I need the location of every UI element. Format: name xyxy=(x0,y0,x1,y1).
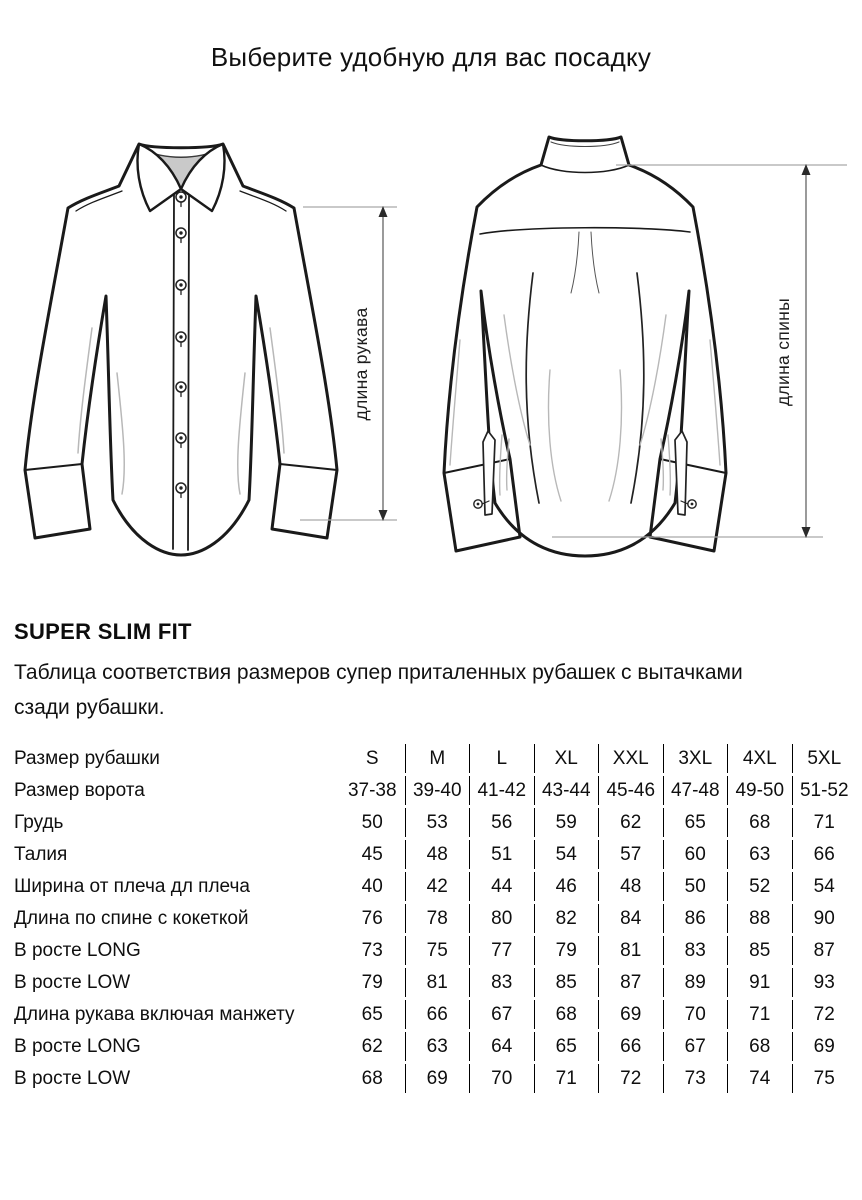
table-cell: 83 xyxy=(469,968,534,997)
arrow-down-icon xyxy=(802,527,811,538)
table-cell: 71 xyxy=(792,808,857,837)
table-row xyxy=(14,872,856,901)
table-cell: 52 xyxy=(727,872,792,901)
table-cell: 41-42 xyxy=(469,776,534,805)
table-cell: 87 xyxy=(598,968,663,997)
row-label: Талия xyxy=(14,843,68,865)
table-cell: 42 xyxy=(405,872,470,901)
table-cell: 63 xyxy=(727,840,792,869)
row-label: Длина рукава включая манжету xyxy=(14,1003,295,1025)
table-row xyxy=(14,1000,856,1029)
table-cell: 65 xyxy=(663,808,728,837)
table-cell: 54 xyxy=(792,872,857,901)
table-row xyxy=(14,968,856,997)
table-cell: 71 xyxy=(727,1000,792,1029)
table-cell: 46 xyxy=(534,872,599,901)
table-cell: 45 xyxy=(361,843,383,865)
fit-heading: SUPER SLIM FIT xyxy=(14,619,192,644)
table-cell: 62 xyxy=(598,808,663,837)
table-cell: 66 xyxy=(598,1032,663,1061)
table-cell: L xyxy=(469,744,534,773)
table-cell: 67 xyxy=(469,1000,534,1029)
table-cell: 70 xyxy=(663,1000,728,1029)
row-label: Размер ворота xyxy=(14,779,145,801)
table-cell: 56 xyxy=(469,808,534,837)
table-cell: 82 xyxy=(534,904,599,933)
arrow-down-icon xyxy=(379,510,388,521)
table-cell: 93 xyxy=(792,968,857,997)
table-cell: 90 xyxy=(792,904,857,933)
table-cell: 74 xyxy=(727,1064,792,1093)
back-length-label: длина спины xyxy=(773,297,793,407)
table-cell: 62 xyxy=(361,1035,383,1057)
row-label: Грудь xyxy=(14,811,64,833)
table-cell: 73 xyxy=(663,1064,728,1093)
table-cell: 68 xyxy=(727,1032,792,1061)
table-cell: 77 xyxy=(469,936,534,965)
table-row xyxy=(14,744,856,773)
page-title: Выберите удобную для вас посадку xyxy=(210,42,652,72)
table-cell: 63 xyxy=(405,1032,470,1061)
table-cell: S xyxy=(365,747,379,769)
table-cell: 89 xyxy=(663,968,728,997)
row-label: В росте LONG xyxy=(14,1035,141,1057)
table-cell: 44 xyxy=(469,872,534,901)
table-cell: 54 xyxy=(534,840,599,869)
table-cell: XL xyxy=(534,744,599,773)
size-table xyxy=(14,741,856,1096)
table-cell: 72 xyxy=(598,1064,663,1093)
table-cell: 59 xyxy=(534,808,599,837)
arrow-up-icon xyxy=(379,206,388,217)
table-cell: 3XL xyxy=(663,744,728,773)
table-row xyxy=(14,936,856,965)
table-cell: 84 xyxy=(598,904,663,933)
row-label: В росте LONG xyxy=(14,939,141,961)
table-cell: 76 xyxy=(361,907,383,929)
table-cell: 85 xyxy=(534,968,599,997)
table-cell: 64 xyxy=(469,1032,534,1061)
table-cell: 81 xyxy=(405,968,470,997)
table-cell: 40 xyxy=(361,875,383,897)
table-cell: 72 xyxy=(792,1000,857,1029)
table-cell: 69 xyxy=(405,1064,470,1093)
table-cell: 75 xyxy=(792,1064,857,1093)
row-label: Длина по спине с кокеткой xyxy=(14,907,249,929)
table-cell: 65 xyxy=(361,1003,383,1025)
table-cell: 47-48 xyxy=(663,776,728,805)
fit-description-line2: сзади рубашки. xyxy=(14,696,165,719)
table-cell: 66 xyxy=(405,1000,470,1029)
table-cell: 69 xyxy=(792,1032,857,1061)
table-cell: 69 xyxy=(598,1000,663,1029)
table-cell: 80 xyxy=(469,904,534,933)
table-cell: 86 xyxy=(663,904,728,933)
table-cell: 83 xyxy=(663,936,728,965)
arrow-up-icon xyxy=(802,164,811,175)
size-table-body xyxy=(14,744,856,1093)
table-cell: 57 xyxy=(598,840,663,869)
table-cell: 50 xyxy=(361,811,383,833)
table-cell: 51-52 xyxy=(792,776,857,805)
table-cell: 43-44 xyxy=(534,776,599,805)
table-cell: 60 xyxy=(663,840,728,869)
table-row xyxy=(14,904,856,933)
fit-description-line1: Таблица соответствия размеров супер приталенных рубашек с вытачками xyxy=(14,661,743,684)
table-cell: 68 xyxy=(727,808,792,837)
table-cell: 70 xyxy=(469,1064,534,1093)
fit-description xyxy=(14,655,834,725)
row-label: В росте LOW xyxy=(14,971,131,993)
table-row xyxy=(14,1064,856,1093)
table-cell: 53 xyxy=(405,808,470,837)
sleeve-length-label: длина рукава xyxy=(351,307,371,421)
table-cell: 49-50 xyxy=(727,776,792,805)
table-cell: 48 xyxy=(598,872,663,901)
table-cell: 4XL xyxy=(727,744,792,773)
table-cell: 39-40 xyxy=(405,776,470,805)
table-cell: 45-46 xyxy=(598,776,663,805)
table-cell: 75 xyxy=(405,936,470,965)
table-cell: 48 xyxy=(405,840,470,869)
table-cell: 85 xyxy=(727,936,792,965)
table-cell: 79 xyxy=(361,971,383,993)
table-cell: 68 xyxy=(534,1000,599,1029)
table-cell: 65 xyxy=(534,1032,599,1061)
row-label: Размер рубашки xyxy=(14,747,160,769)
table-cell: 67 xyxy=(663,1032,728,1061)
table-cell: M xyxy=(405,744,470,773)
table-cell: 88 xyxy=(727,904,792,933)
table-cell: 50 xyxy=(663,872,728,901)
table-cell: 66 xyxy=(792,840,857,869)
row-label: Ширина от плеча дл плеча xyxy=(14,875,250,897)
table-row xyxy=(14,840,856,869)
table-cell: 91 xyxy=(727,968,792,997)
table-cell: 78 xyxy=(405,904,470,933)
table-cell: 81 xyxy=(598,936,663,965)
table-cell: 71 xyxy=(534,1064,599,1093)
table-cell: 79 xyxy=(534,936,599,965)
table-cell: 87 xyxy=(792,936,857,965)
table-row xyxy=(14,1032,856,1061)
back-shirt-drawing xyxy=(444,137,726,556)
table-row xyxy=(14,808,856,837)
table-cell: 73 xyxy=(361,939,383,961)
table-cell: XXL xyxy=(598,744,663,773)
table-cell: 5XL xyxy=(792,744,857,773)
front-shirt-drawing xyxy=(25,144,337,555)
row-label: В росте LOW xyxy=(14,1067,131,1089)
table-cell: 68 xyxy=(361,1067,383,1089)
table-row xyxy=(14,776,856,805)
table-cell: 51 xyxy=(469,840,534,869)
table-cell: 37-38 xyxy=(347,779,397,801)
